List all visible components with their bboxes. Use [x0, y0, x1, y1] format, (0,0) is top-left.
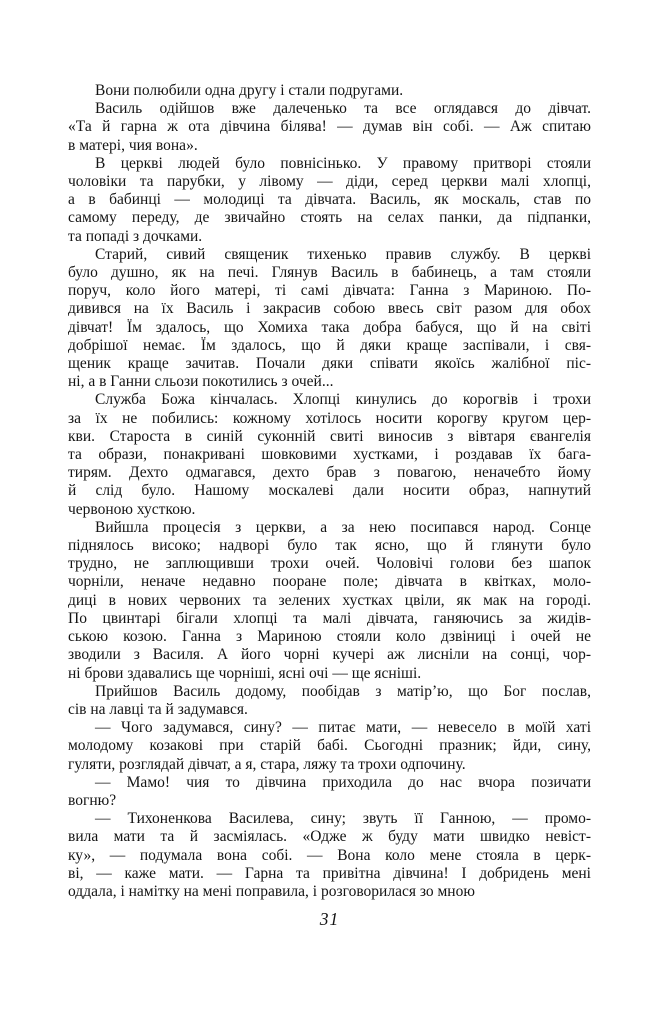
text-line: а в бабинці — молодиці та дівчата. Василь, як москаль, став по [68, 191, 591, 209]
paragraph [68, 100, 591, 155]
text-line: Василь одійшов вже далеченько та все оглядався до дівчат. [95, 100, 591, 118]
paragraph [68, 519, 591, 683]
paragraph [68, 810, 591, 901]
text-line: кви. Староста в синій суконній свиті виносив з вівтаря євангелія [68, 427, 591, 445]
text-line: поруч, коло його матері, ті самі дівчата: Ганна з Мариною. По- [68, 282, 591, 300]
text-line: щеник краще зачитав. Почали дяки співати якоїсь жалібної піс- [68, 355, 591, 373]
text-line: ні брови здавались ще чорніші, ясні очі — ще ясніші. [68, 664, 422, 682]
text-line: В церкві людей було повнісінько. У правому притворі стояли [95, 154, 591, 172]
text-line: вила мати та й засміялась. «Одже ж буду мати швидко невіст- [68, 828, 591, 846]
text-line: піднялось високо; надворі було так ясно, що й глянути було [68, 537, 591, 555]
page-number: 31 [319, 909, 340, 929]
text-line: самому переду, де звичайно стоять на селах панки, да підпанки, [68, 209, 591, 227]
text-line: зводили з Василя. А його чорні кучері аж лисніли на сонці, чор- [68, 646, 591, 664]
text-line: добрішої немає. Їм здалось, що й дяки краще заспівали, і свя- [68, 336, 591, 354]
text-line: дивився на їх Василь і закрасив собою ввесь світ разом для обох [68, 300, 591, 318]
text-line: в матері, чия вона». [68, 136, 198, 154]
paragraph [68, 719, 591, 774]
text-line: Прийшов Василь додому, пообідав з матір’ю, що Бог послав, [95, 682, 591, 700]
text-line: гуляти, розглядай дівчат, а я, стара, ляжу та трохи одпочину. [68, 755, 466, 773]
text-line: — Мамо! чия то дівчина приходила до нас вчора позичати [95, 773, 591, 791]
paragraph [68, 774, 591, 810]
text-line: сів на лавці та й задумався. [68, 700, 248, 718]
text-line: ві, — каже мати. — Гарна та привітна дівчина! І добридень мені [68, 864, 591, 882]
text-line: чоловіки та парубки, у лівому — діди, серед церкви малі хлопці, [68, 173, 591, 191]
paragraph [68, 82, 591, 100]
text-line: за їх не побились: кожному хотілось носити корогву кругом цер- [68, 409, 591, 427]
text-line: ку», — подумала вона собі. — Вона коло мене стояла в церк- [68, 846, 591, 864]
text-line: й слід було. Нашому москалеві дали носити образ, напнутий [68, 482, 591, 500]
text-line: Вийшла процесія з церкви, а за нею посипався народ. Сонце [95, 518, 591, 536]
text-line: диці в нових червоних та зелених хустках цвіли, як мак на городі. [68, 591, 591, 609]
paragraph [68, 246, 591, 392]
text-line: трудно, не заплющивши трохи очей. Чоловічі голови без шапок [68, 555, 591, 573]
text-line: ською козою. Ганна з Мариною стояли коло дзвіниці і очей не [68, 628, 591, 646]
text-line: молодому козакові при старій бабі. Сьогодні празник; йди, сину, [68, 737, 591, 755]
text-line: — Тихоненкова Василева, сину; звуть її Ганною, — промо- [95, 810, 591, 828]
text-line: чорніли, неначе недавно пооране поле; дівчата в квітках, моло- [68, 573, 591, 591]
text-line: Служба Божа кінчалась. Хлопці кинулись до корогвів і трохи [95, 391, 591, 409]
text-line: червоною хусткою. [68, 500, 196, 518]
paragraph [68, 683, 591, 719]
text-line: По цвинтарі бігали хлопці та малі дівчата, ганяючись за жидів- [68, 609, 591, 627]
text-line: дівчат! Їм здалось, що Хомиха така добра бабуся, що й на світі [68, 318, 591, 336]
text-line: та попаді з дочками. [68, 227, 203, 245]
text-line: Старий, сивий священик тихенько правив службу. В церкві [95, 245, 591, 263]
text-line: — Чого задумався, сину? — питає мати, — невесело в моїй хаті [95, 719, 591, 737]
text-line: було душно, як на печі. Глянув Василь в бабинець, а там стояли [68, 264, 591, 282]
text-line: тирям. Дехто одмагався, дехто брав з повагою, неначебто йому [68, 464, 591, 482]
text-line: та образи, понакривані шовковими хустками, і роздавав їх бага- [68, 446, 591, 464]
body-text [68, 82, 591, 901]
text-line: «Та й гарна ж ота дівчина білява! — думав він собі. — Аж спитаю [68, 118, 591, 136]
text-line: оддала, і намітку на мені поправила, і розговорилася зо мною [68, 882, 475, 900]
text-line: ні, а в Ганни сльози покотились з очей... [68, 373, 334, 391]
paragraph [68, 155, 591, 246]
text-line: вогню? [68, 791, 117, 809]
paragraph [68, 391, 591, 518]
text-line: Вони полюбили одна другу і стали подругами. [95, 82, 404, 99]
